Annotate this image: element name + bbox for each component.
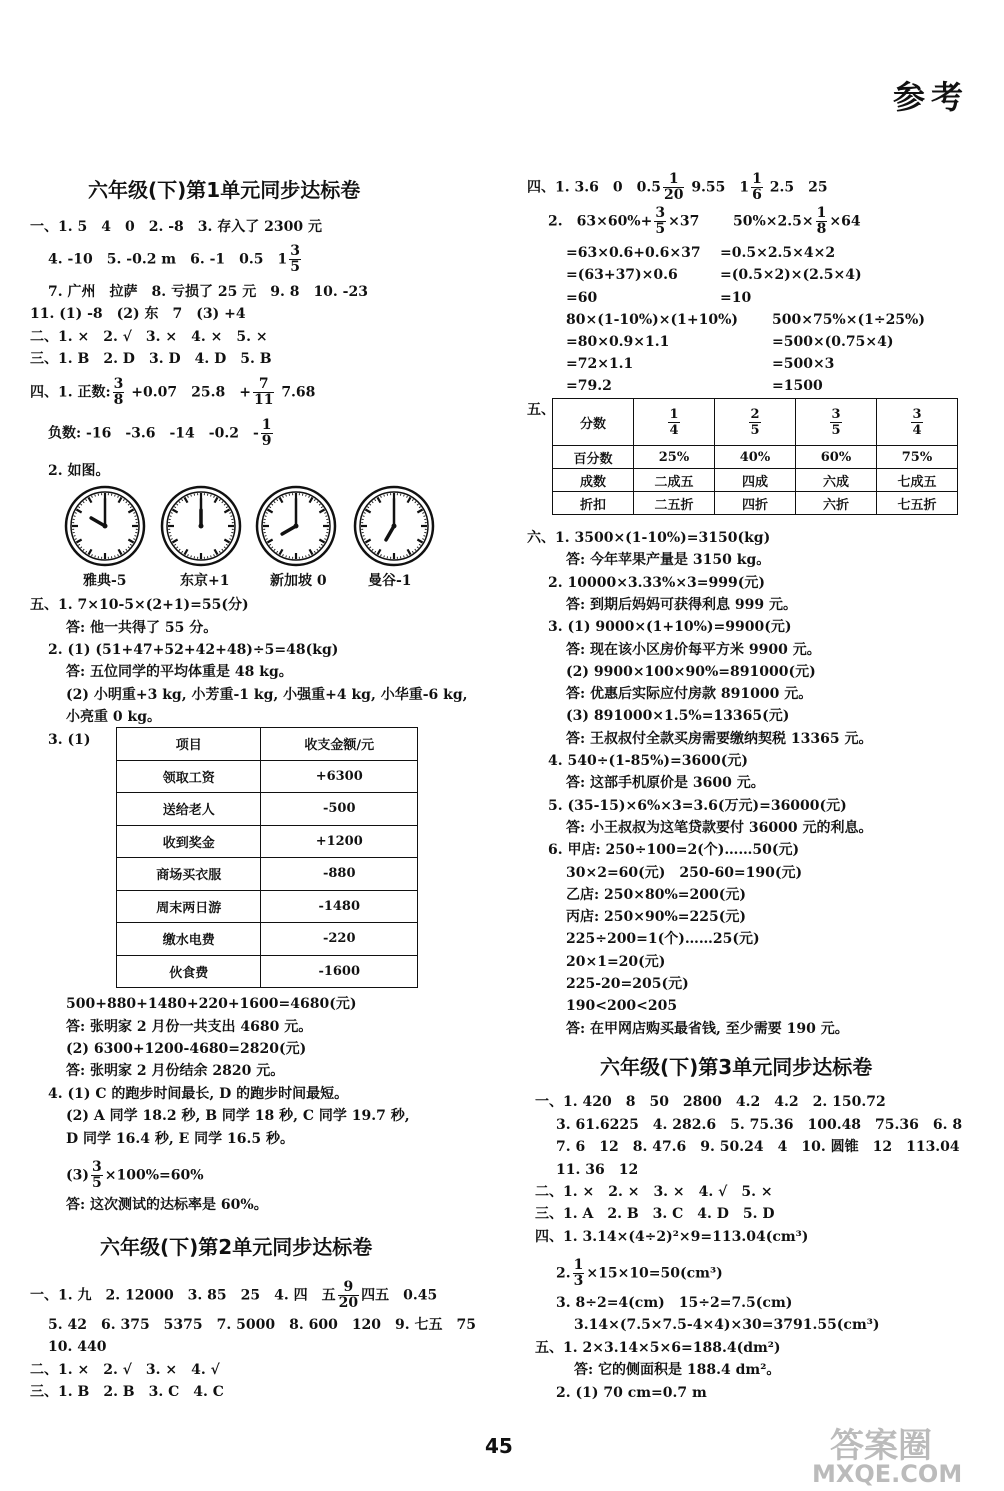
table-cell: 缴水电费 <box>117 923 261 956</box>
fraction: $\frac{3}{5}$ <box>655 205 666 237</box>
fraction: $\frac{1}{8}$ <box>816 205 827 237</box>
clock-icon <box>159 484 243 568</box>
u1-line-4: 11. (1) -8 (2) 东 7 (3) +4 <box>30 306 246 322</box>
u2-line-5: 三、1. B 2. B 3. C 4. C <box>30 1384 224 1400</box>
calc2-left-1: 80×(1-10%)×(1+10%) <box>566 312 739 328</box>
table-cell: 25% <box>634 446 715 469</box>
calc2-right-3: =500×3 <box>772 356 835 372</box>
table-cell: 六成 <box>796 469 877 492</box>
table-row <box>553 469 958 492</box>
unit3-title: 六年级(下)第3单元同步达标卷 <box>600 1055 873 1079</box>
table-header-row <box>117 728 418 761</box>
u1-line-19: (2) 6300+1200-4680=2820(元) <box>66 1041 307 1057</box>
answer-line: 3. (1) 9000×(1+10%)=9900(元) <box>548 619 792 636</box>
table-cell: 75% <box>877 446 958 469</box>
u1-line-22: (2) A 同学 18.2 秒, B 同学 18 秒, C 同学 19.7 秒, <box>66 1108 410 1124</box>
answer-line: 答: 到期后妈妈可获得利息 999 元。 <box>566 596 798 613</box>
calc-left-2: =(63+37)×0.6 <box>566 267 678 283</box>
table-cell <box>877 399 958 446</box>
answer-line: 225÷200=1(个)……25(元) <box>566 931 760 948</box>
answer-line: 答: 优惠后实际应付房款 891000 元。 <box>566 686 813 703</box>
u1-line-21: 4. (1) C 的跑步时间最长, D 的跑步时间最短。 <box>48 1086 349 1102</box>
table-row <box>117 858 418 891</box>
calc-right-2: =(0.5×2)×(2.5×4) <box>720 267 862 283</box>
clock-label-4: 曼谷-1 <box>368 573 412 589</box>
answer-line: 乙店: 250×80%=200(元) <box>566 886 746 903</box>
u3-line-7: 四、1. 3.14×(4÷2)²×9=113.04(cm³) <box>535 1229 809 1245</box>
calc2-left-2: =80×0.9×1.1 <box>566 334 670 350</box>
table-row <box>553 399 958 446</box>
unit2-title: 六年级(下)第2单元同步达标卷 <box>100 1235 373 1259</box>
u1-line-24: (3) $\frac{3}{5}$ ×100%=60% <box>66 1159 204 1191</box>
answer-line: 20×1=20(元) <box>566 953 666 970</box>
table-cell: 送给老人 <box>117 793 261 826</box>
u1-line-20: 答: 张明家 2 月份结余 2820 元。 <box>66 1063 285 1079</box>
calc-left-1: =63×0.6+0.6×37 <box>566 245 701 261</box>
table-cell: 七五折 <box>877 492 958 515</box>
u3-line-2: 3. 61.6225 4. 282.6 5. 75.36 100.48 75.36 6. 8 <box>556 1117 963 1133</box>
watermark-logo: 答案圈 <box>830 1426 932 1466</box>
fraction: $\frac{3}{5}$ <box>831 406 841 438</box>
table-cell: -880 <box>261 858 418 891</box>
table-cell: -1600 <box>261 955 418 988</box>
u1-line-5: 二、1. × 2. √ 3. × 4. × 5. × <box>30 329 268 345</box>
income-expense-table <box>116 727 418 988</box>
table-row <box>553 446 958 469</box>
watermark-url: MXQE.COM <box>812 1460 963 1488</box>
fraction: $\frac{1}{6}$ <box>752 171 762 203</box>
u3-line-12: 答: 它的侧面积是 188.4 dm²。 <box>574 1362 781 1378</box>
answer-line: 答: 小王叔叔为这笔贷款要付 36000 元的利息。 <box>566 819 873 836</box>
table-row <box>117 955 418 988</box>
u3-line-10: 3.14×(7.5×7.5-4×4)×30=3791.55(cm³) <box>574 1317 880 1333</box>
calc-right-3: =10 <box>720 290 752 306</box>
u1-line-1: 一、1. 5 4 0 2. -8 3. 存入了 2300 元 <box>30 219 322 235</box>
table-cell: 收到奖金 <box>117 825 261 858</box>
u2-r-line-2b: 50%×2.5× $\frac{1}{8}$ ×64 <box>733 205 861 237</box>
u3-line-1: 一、1. 420 8 50 2800 4.2 4.2 2. 150.72 <box>535 1094 886 1110</box>
u1-line-3: 7. 广州 拉萨 8. 亏损了 25 元 9. 8 10. -23 <box>48 284 368 300</box>
unit1-title: 六年级(下)第1单元同步达标卷 <box>88 178 361 202</box>
calc2-right-2: =500×(0.75×4) <box>772 334 894 350</box>
table-row <box>117 923 418 956</box>
clock-label-3: 新加坡 0 <box>270 573 327 589</box>
u1-line-25: 答: 这次测试的达标率是 60%。 <box>66 1197 268 1213</box>
table-cell: -500 <box>261 793 418 826</box>
table-cell: 七成五 <box>877 469 958 492</box>
answer-line: 30×2=60(元) 250-60=190(元) <box>566 864 803 881</box>
answer-line: (2) 9900×100×90%=891000(元) <box>566 663 816 680</box>
table-cell: 领取工资 <box>117 760 261 793</box>
table-header-cell: 收支金额/元 <box>261 728 418 761</box>
u3-line-13: 2. (1) 70 cm=0.7 m <box>556 1385 707 1401</box>
u1-line-15: 小亮重 0 kg。 <box>66 709 161 725</box>
calc2-right-4: =1500 <box>772 378 823 394</box>
calc-left-3: =60 <box>566 290 598 306</box>
table-cell: +6300 <box>261 760 418 793</box>
table-row <box>117 760 418 793</box>
answer-line: 4. 540÷(1-85%)=3600(元) <box>548 753 748 769</box>
u1-line-9: 2. 如图。 <box>48 463 110 479</box>
table-cell: -220 <box>261 923 418 956</box>
section-five-label: 五、 <box>527 402 555 418</box>
table-cell <box>796 399 877 446</box>
clock-label-1: 雅典-5 <box>83 573 127 589</box>
clock-icon <box>352 484 436 568</box>
answer-line: 六、1. 3500×(1-10%)=3150(kg) <box>527 530 771 546</box>
answer-line: 6. 甲店: 250÷100=2(个)……50(元) <box>548 842 800 859</box>
table-cell: +1200 <box>261 825 418 858</box>
fraction: $\frac{2}{5}$ <box>750 406 760 438</box>
u1-line-12: 2. (1) (51+47+52+42+48)÷5=48(kg) <box>48 642 339 658</box>
page-number: 45 <box>485 1434 513 1458</box>
table-cell: 四折 <box>715 492 796 515</box>
answer-line: 丙店: 250×90%=225(元) <box>566 909 746 926</box>
calc2-right-1: 500×75%×(1÷25%) <box>772 312 925 328</box>
table-row <box>553 492 958 515</box>
conversion-table <box>552 398 958 515</box>
fraction: $\frac{1}{9}$ <box>261 417 272 449</box>
clock-label-2: 东京+1 <box>180 573 230 589</box>
fraction: $\frac{3}{5}$ <box>290 243 301 275</box>
fraction: $\frac{1}{4}$ <box>669 406 679 438</box>
u2-line-1: 一、1. 九 2. 12000 3. 85 25 4. 四 五 $\frac{9}{20}$ 四五 0.45 <box>30 1279 438 1311</box>
calc2-left-3: =72×1.1 <box>566 356 634 372</box>
calc2-left-4: =79.2 <box>566 378 612 394</box>
fraction: $\frac{3}{8}$ <box>113 376 124 408</box>
u2-r-line-2: 2. 63×60%+ $\frac{3}{5}$ ×37 <box>548 205 700 237</box>
table-cell: 伙食费 <box>117 955 261 988</box>
table-cell: 二五折 <box>634 492 715 515</box>
u3-line-9: 3. 8÷2=4(cm) 15÷2=7.5(cm) <box>556 1295 793 1311</box>
answer-line: 2. 10000×3.33%×3=999(元) <box>548 574 765 591</box>
u1-line-6: 三、1. B 2. D 3. D 4. D 5. B <box>30 351 272 367</box>
answer-line: 5. (35-15)×6%×3=3.6(万元)=36000(元) <box>548 797 847 814</box>
u1-line-8: 负数: -16 -3.6 -14 -0.2 - $\frac{1}{9}$ <box>48 417 272 449</box>
u1-line-23: D 同学 16.4 秒, E 同学 16.5 秒。 <box>66 1131 294 1147</box>
clock-icon <box>63 484 147 568</box>
u3-line-11: 五、1. 2×3.14×5×6=188.4(dm²) <box>535 1340 781 1356</box>
u2-r-line-1: 四、1. 3.6 0 0.5 $\frac{1}{20}$ 9.55 1 $\frac{1}{6}$ 2.5 25 <box>527 171 828 203</box>
fraction: $\frac{1}{20}$ <box>663 171 684 203</box>
u3-line-3: 7. 6 12 8. 47.6 9. 50.24 4 10. 圆锥 12 113.04 <box>556 1139 960 1155</box>
u2-line-2: 5. 42 6. 375 5375 7. 5000 8. 600 120 9. 七五 75 <box>48 1317 477 1333</box>
fraction: $\frac{7}{11}$ <box>253 376 274 408</box>
table-cell: 二成五 <box>634 469 715 492</box>
answer-line: 答: 王叔叔付全款买房需要缴纳契税 13365 元。 <box>566 730 873 747</box>
calc-right-1: =0.5×2.5×4×2 <box>720 245 836 261</box>
table-row <box>117 890 418 923</box>
fraction: $\frac{3}{4}$ <box>912 406 922 438</box>
u3-line-8: 2. $\frac{1}{3}$ ×15×10=50(cm³) <box>556 1257 723 1289</box>
answer-line: 225-20=205(元) <box>566 976 689 992</box>
table-cell: 周末两日游 <box>117 890 261 923</box>
page-header-title: 参考 <box>893 78 970 116</box>
u1-line-2: 4. -10 5. -0.2 m 6. -1 0.5 1 $\frac{3}{5}$ <box>48 243 301 275</box>
u2-line-3: 10. 440 <box>48 1339 107 1355</box>
answer-line: 答: 在甲网店购买最省钱, 至少需要 190 元。 <box>566 1020 849 1037</box>
answer-line: 答: 今年苹果产量是 3150 kg。 <box>566 552 771 569</box>
table-row <box>117 825 418 858</box>
table-cell <box>634 399 715 446</box>
u3-line-4: 11. 36 12 <box>556 1162 639 1178</box>
table-cell: 六折 <box>796 492 877 515</box>
table-row-label: 百分数 <box>553 446 634 469</box>
fraction: $\frac{9}{20}$ <box>338 1279 359 1311</box>
clock-icon <box>254 484 338 568</box>
fraction: $\frac{3}{5}$ <box>92 1159 102 1191</box>
fraction: $\frac{1}{3}$ <box>573 1257 584 1289</box>
u3-line-6: 三、1. A 2. B 3. C 4. D 5. D <box>535 1206 775 1222</box>
u1-line-14: (2) 小明重+3 kg, 小芳重-1 kg, 小强重+4 kg, 小华重-6 kg, <box>66 687 468 703</box>
u1-line-18: 答: 张明家 2 月份一共支出 4680 元。 <box>66 1019 313 1035</box>
table-cell: -1480 <box>261 890 418 923</box>
u1-line-16: 3. (1) <box>48 732 91 748</box>
answer-line: 答: 这部手机原价是 3600 元。 <box>566 775 765 792</box>
table-cell: 60% <box>796 446 877 469</box>
u1-line-10: 五、1. 7×10-5×(2+1)=55(分) <box>30 597 249 613</box>
table-cell: 40% <box>715 446 796 469</box>
u1-line-7: 四、1. 正数: $\frac{3}{8}$ +0.07 25.8 + $\frac{7}{11}$ 7.68 <box>30 376 316 408</box>
u1-line-13: 答: 五位同学的平均体重是 48 kg。 <box>66 664 293 680</box>
table-row-label: 成数 <box>553 469 634 492</box>
u1-line-11: 答: 他一共得了 55 分。 <box>66 620 218 636</box>
u2-line-4: 二、1. × 2. √ 3. × 4. √ <box>30 1362 220 1378</box>
answer-line: (3) 891000×1.5%=13365(元) <box>566 708 790 725</box>
u1-line-17: 500+880+1480+220+1600=4680(元) <box>66 996 357 1012</box>
answer-line: 190<200<205 <box>566 998 678 1015</box>
table-cell: 四成 <box>715 469 796 492</box>
u3-line-5: 二、1. × 2. × 3. × 4. √ 5. × <box>535 1184 773 1200</box>
table-row <box>117 793 418 826</box>
table-cell: 商场买衣服 <box>117 858 261 891</box>
table-cell <box>715 399 796 446</box>
table-header-cell: 项目 <box>117 728 261 761</box>
answer-line: 答: 现在该小区房价每平方米 9900 元。 <box>566 641 821 658</box>
table-row-label: 折扣 <box>553 492 634 515</box>
table-row-label: 分数 <box>553 399 634 446</box>
